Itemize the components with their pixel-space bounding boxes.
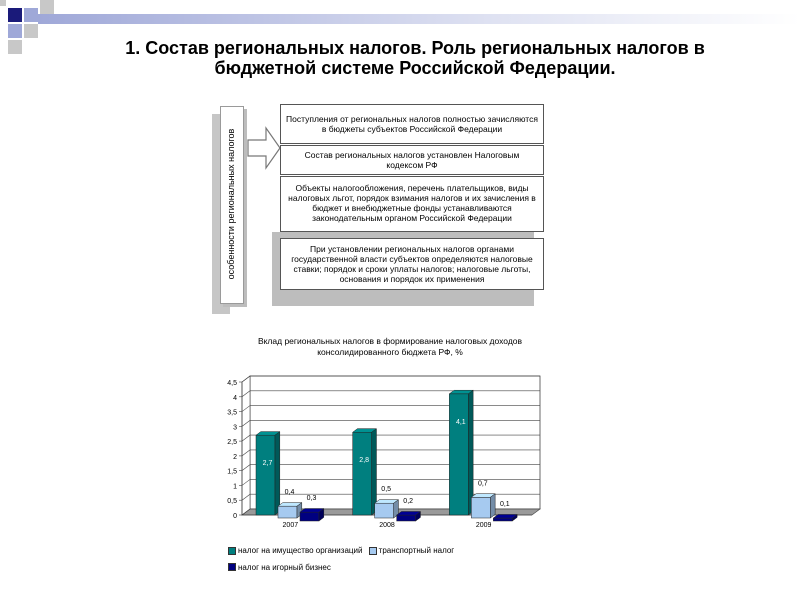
y-tick-label: 2,5 [227, 439, 237, 447]
corner-square [8, 8, 22, 22]
legend-item [369, 543, 455, 558]
bar [493, 518, 512, 521]
corner-square [24, 8, 38, 22]
bar [397, 515, 416, 521]
bar-side [372, 429, 377, 515]
data-label: 0,3 [306, 495, 317, 503]
feature-box-2 [280, 145, 544, 175]
vertical-label-text: особенности региональных налогов [226, 128, 236, 280]
data-label: 4,1 [455, 418, 466, 426]
title-line-2: бюджетной системе Российской Федерации. [214, 58, 616, 78]
data-label: 0,7 [477, 480, 488, 488]
feature-box-3-text: Объекты налогообложения, перечень плательщиков, виды налоговых льгот, порядок взимания налогов и их зачисления в бюджет и внебюджетные фонды устанавливаются законодательным органом Российской Федерации [288, 183, 536, 223]
y-tick-label: 4,5 [227, 380, 237, 387]
y-tick-label: 1 [233, 483, 237, 491]
legend-label: налог на игорный бизнес [238, 562, 331, 572]
legend-swatch-0 [228, 547, 236, 555]
legend-label: транспортный налог [378, 546, 455, 555]
corner-square [8, 24, 22, 38]
y-tick-label: 3,5 [227, 409, 237, 417]
bar-side [275, 432, 280, 515]
legend-item [228, 560, 331, 575]
bar-chart [220, 368, 550, 538]
corner-square [24, 24, 38, 38]
chart-title: Вклад региональных налогов в формирование налоговых доходов консолидированного бюджета РФ, % [257, 336, 523, 357]
x-tick-label: 2007 [282, 522, 299, 529]
arrow-icon [246, 126, 282, 170]
x-tick-label: 2009 [475, 522, 492, 529]
y-tick-label: 2 [233, 453, 237, 461]
data-label: 0,2 [403, 498, 414, 506]
x-tick-label: 2008 [379, 522, 395, 529]
corner-square [0, 0, 6, 6]
bar [375, 503, 394, 518]
feature-box-4-text: При установлении региональных налогов органами государственной власти субъектов определяются налоговые ставки; порядок и сроки уплаты налогов; налоговые льготы, основания и порядок их применения [291, 244, 533, 284]
y-tick-label: 0 [233, 513, 237, 520]
feature-box-1-text: Поступления от региональных налогов полностью зачисляются в бюджеты субъектов Российской Федерации [286, 114, 538, 134]
data-label: 0,1 [499, 501, 510, 509]
top-rule [38, 14, 800, 24]
feature-box-2-text: Состав региональных налогов установлен Налоговым кодексом РФ [304, 150, 520, 170]
vertical-label [220, 106, 242, 302]
legend-label: налог на имущество организаций [238, 546, 363, 555]
data-label: 2,7 [262, 460, 273, 468]
data-label: 0,4 [284, 489, 295, 497]
legend-swatch-2 [228, 563, 236, 571]
data-label: 0,5 [381, 486, 392, 494]
feature-box-1 [280, 104, 544, 144]
bar [256, 435, 275, 515]
bar [471, 497, 490, 518]
y-tick-label: 0,5 [227, 498, 237, 506]
legend-item [228, 543, 362, 558]
feature-box-3 [280, 176, 544, 232]
y-tick-label: 1,5 [227, 468, 237, 476]
corner-square [8, 40, 22, 54]
chart-legend [228, 543, 458, 576]
legend-swatch-1 [369, 547, 377, 555]
bar [353, 432, 372, 515]
feature-box-4 [280, 238, 544, 290]
y-tick-label: 4 [233, 394, 237, 402]
bar [278, 506, 297, 518]
y-tick-label: 3 [233, 424, 237, 432]
page-title [90, 38, 740, 78]
bar [300, 512, 319, 521]
chart-side-wall [242, 376, 250, 515]
corner-square [40, 0, 54, 14]
data-label: 2,8 [359, 457, 370, 465]
bar [449, 394, 468, 515]
title-line-1: 1. Состав региональных налогов. Роль региональных налогов в [125, 38, 705, 58]
bar-side [490, 494, 495, 518]
